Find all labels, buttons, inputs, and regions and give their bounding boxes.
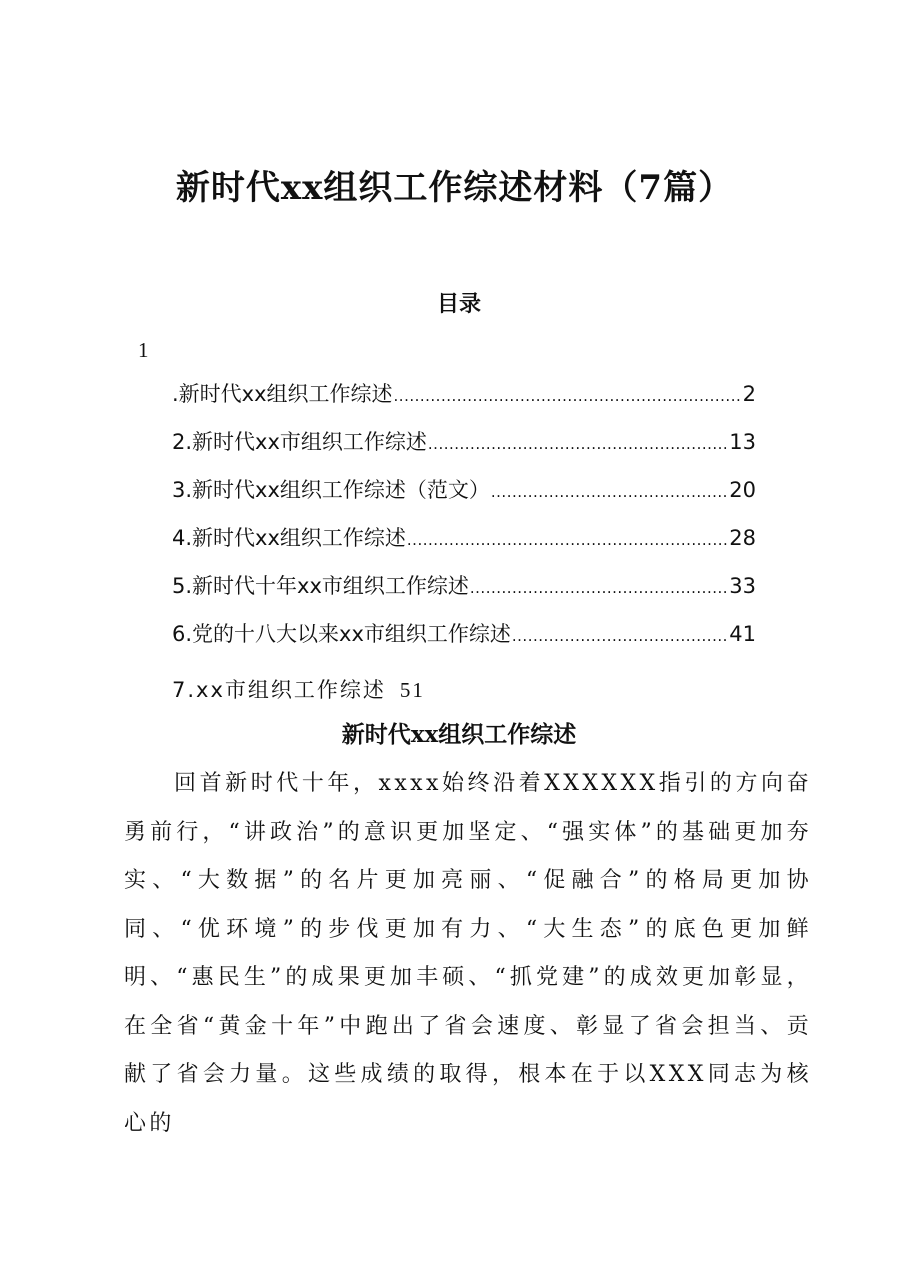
toc-item-title: 7.xx市组织工作综述 [172,678,386,702]
toc-list [172,378,756,666]
toc-heading: 目录 [436,291,481,317]
toc-item-page: 2 [742,382,756,406]
body-paragraph: 回首新时代十年，xxxx始终沿着XXXXXX指引的方向奋勇前行，“讲政治”的意识更加坚定、“强实体”的基础更加夯实、“大数据”的名片更加亮丽、“促融合”的格局更加协同、“优环境”的步伐更加有力、“大生态”的底色更加鲜明、“惠民生”的成果更加丰硕、“抓党建”的成效更加彰显，在全省“黄金十年”中跑出了省会速度、彰显了省会担当、贡献了省会力量。这些成绩的取得，根本在于以XXX同志为核心的 [124,771,812,1136]
toc-item-page: 28 [729,526,756,550]
toc-leader-dots [394,387,742,405]
toc-item[interactable] [172,474,756,522]
toc-item-title: 5.新时代十年xx市组织工作综述 [172,574,469,598]
toc-item[interactable] [172,618,756,666]
toc-item-title: .新时代xx组织工作综述 [172,382,393,406]
toc-item-page: 51 [399,678,425,702]
toc-leader-dots [428,435,728,453]
toc-item[interactable] [172,522,756,570]
toc-item-page: 33 [729,574,756,598]
toc-item[interactable] [172,570,756,618]
section-title: 新时代xx组织工作综述 [341,721,577,748]
document-title: 新时代xx组织工作综述材料（7篇） [175,168,734,208]
toc-leader-dots [491,483,728,501]
toc-stray-number: 1 [138,338,149,362]
toc-item-page: 41 [729,622,756,646]
toc-item-title: 6.党的十八大以来xx市组织工作综述 [172,622,511,646]
toc-item-page: 20 [729,478,756,502]
toc-item-title: 2.新时代xx市组织工作综述 [172,430,427,454]
toc-leader-dots [470,579,728,597]
toc-item-last[interactable] [172,674,425,704]
toc-item-title: 3.新时代xx组织工作综述（范文） [172,478,490,502]
toc-leader-dots [407,531,728,549]
toc-item[interactable] [172,426,756,474]
toc-item-page: 13 [729,430,756,454]
toc-item[interactable] [172,378,756,426]
toc-item-title: 4.新时代xx组织工作综述 [172,526,406,550]
toc-leader-dots [512,627,728,645]
